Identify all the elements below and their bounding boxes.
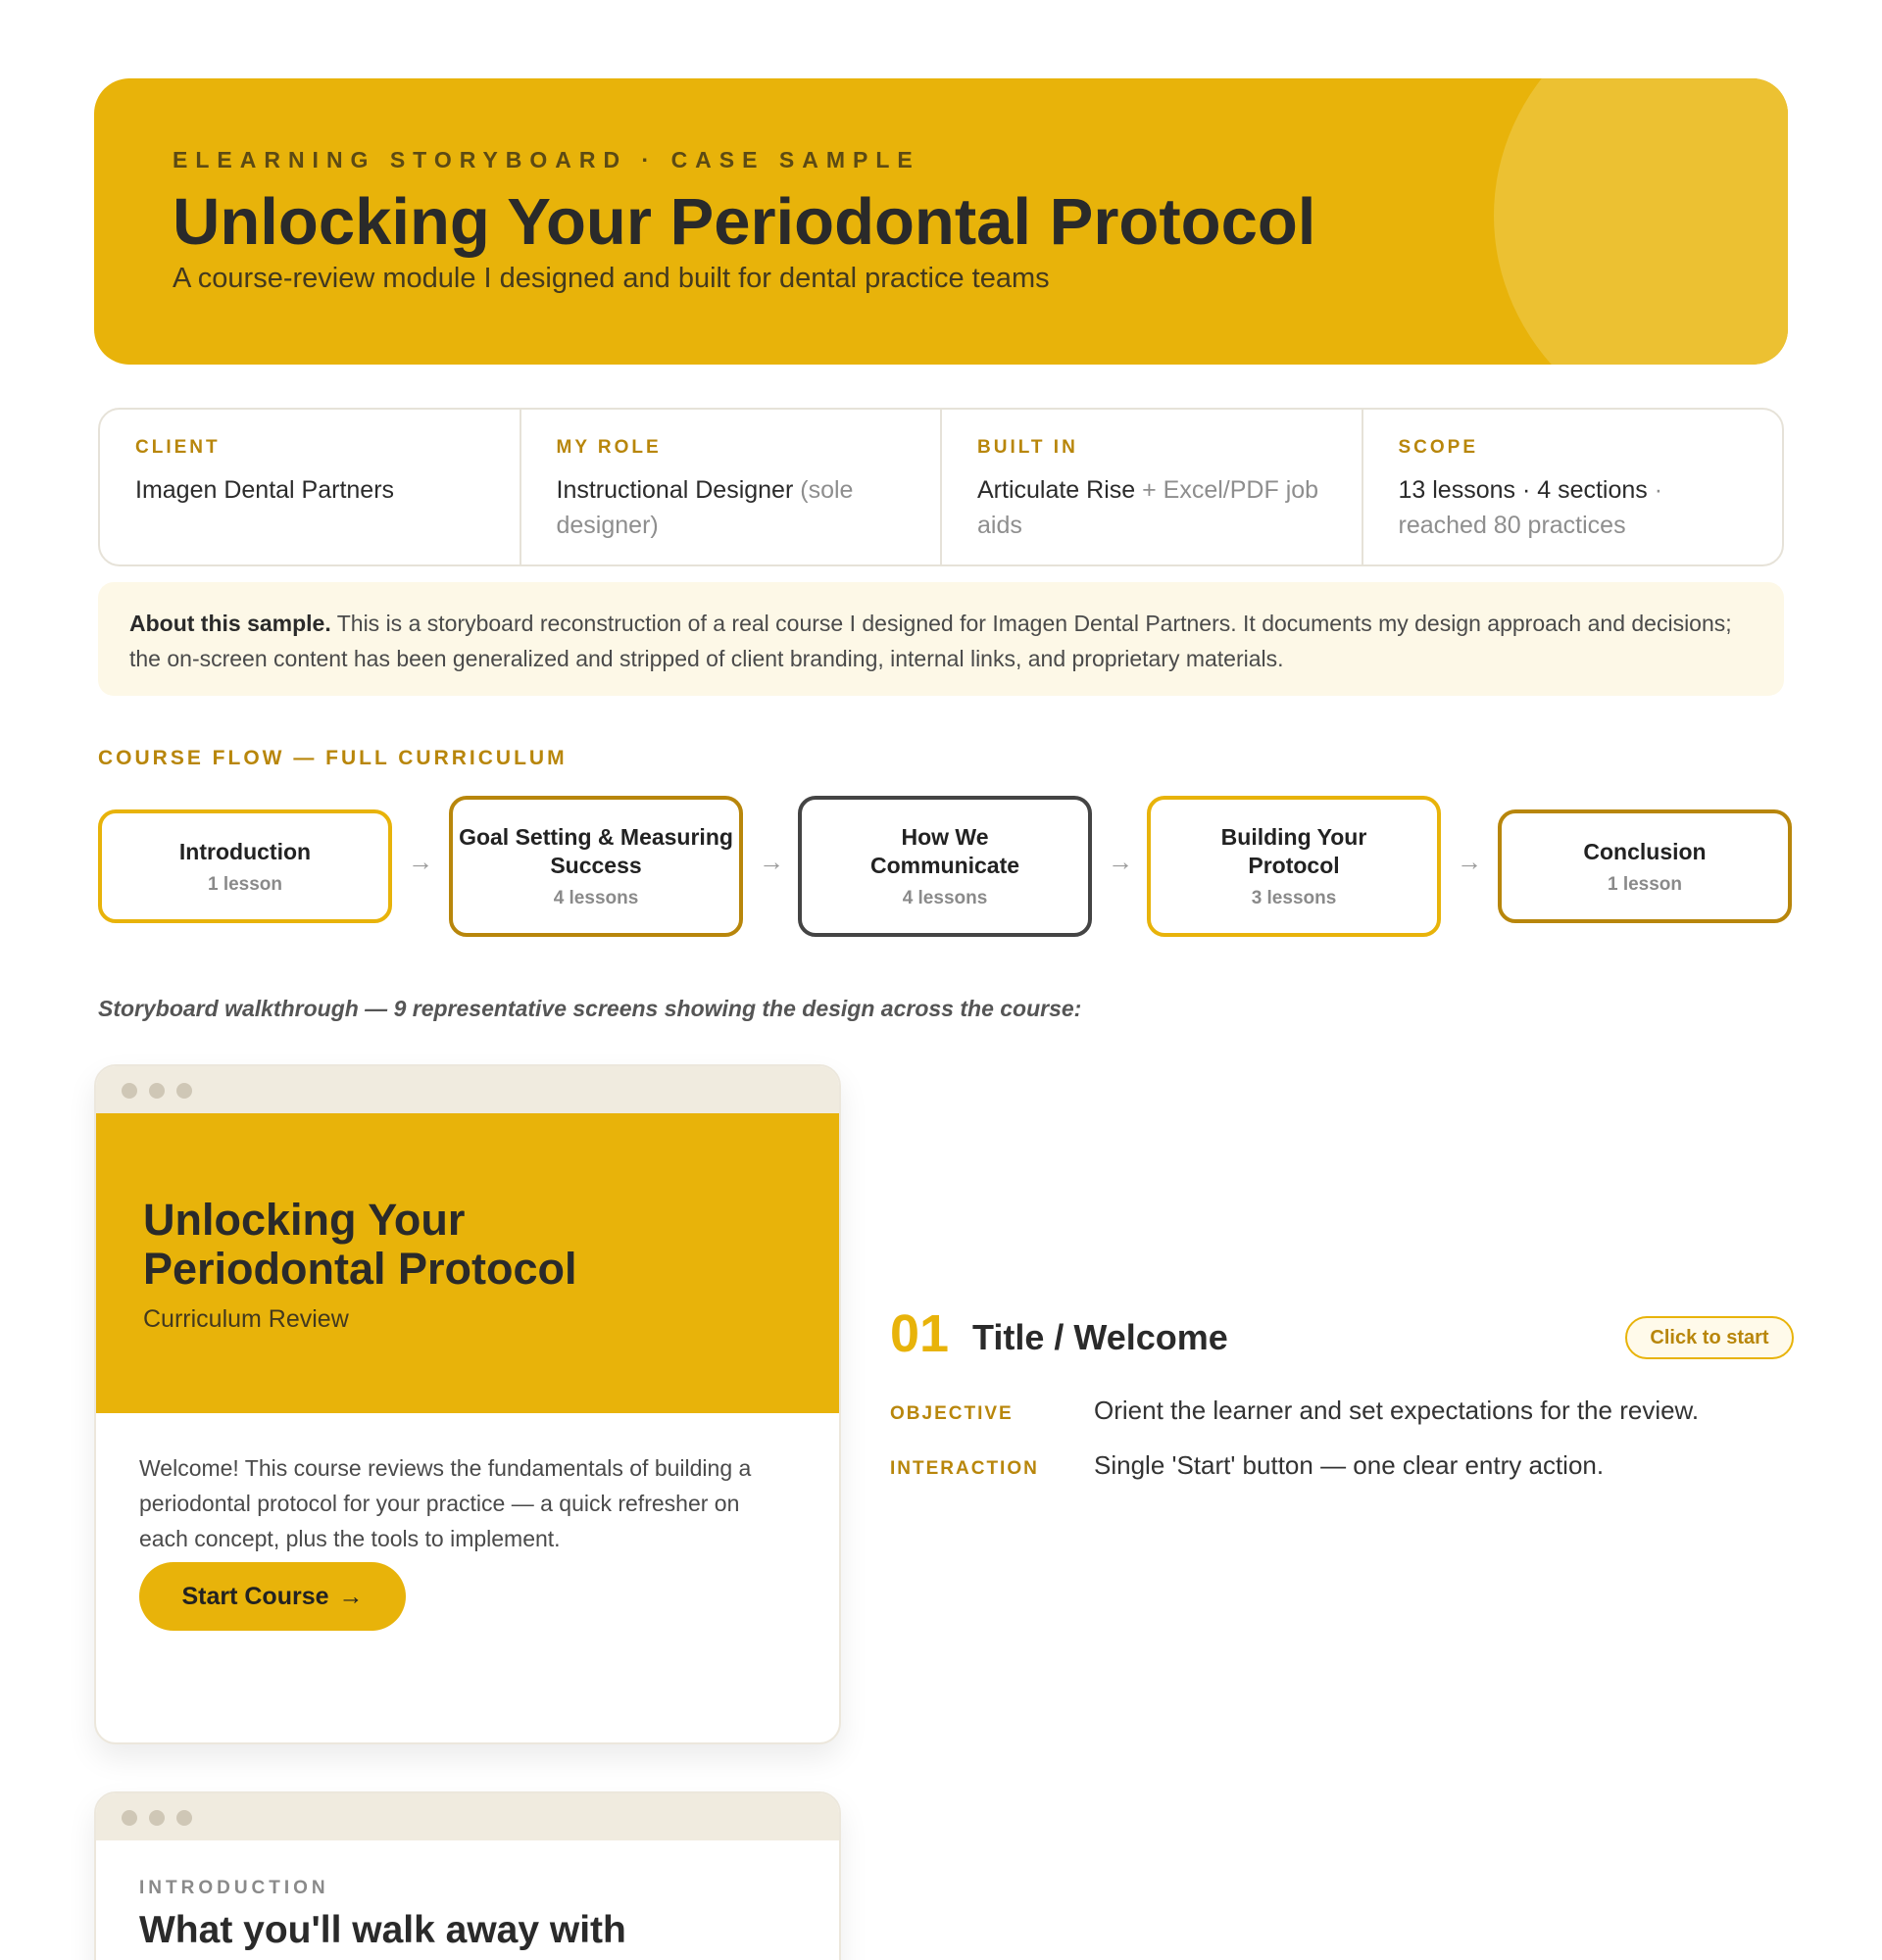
meta-value: Instructional Designer (sole designer) — [556, 476, 854, 539]
walkthrough-caption: Storyboard walkthrough — 9 representative screens showing the design across the course: — [98, 996, 1082, 1021]
page-subtitle: A course-review module I designed and built for dental practice teams — [173, 263, 1050, 294]
screen-hero — [96, 1113, 839, 1413]
window-dot-icon — [149, 1083, 165, 1099]
screen-title: Unlocking Your Periodontal Protocol — [143, 1195, 577, 1294]
flow-step-conclusion: Conclusion 1 lesson — [1498, 809, 1792, 923]
window-dot-icon — [176, 1083, 192, 1099]
course-flow-heading: COURSE FLOW — FULL CURRICULUM — [98, 747, 568, 769]
flow-step-communicate: How We Communicate 4 lessons — [798, 796, 1092, 937]
arrow-right-icon: → — [1457, 847, 1482, 876]
hero-banner — [94, 78, 1788, 365]
screen-eyebrow: INTRODUCTION — [139, 1878, 329, 1898]
meta-value: 13 lessons · 4 sections · reached 80 practices — [1398, 476, 1663, 539]
about-sample-note — [98, 582, 1784, 696]
meta-label: SCOPE — [1398, 437, 1479, 458]
interaction-text: Single 'Start' button — one clear entry action. — [1094, 1450, 1605, 1480]
flow-step-introduction: Introduction 1 lesson — [98, 809, 392, 923]
start-course-label: Start Course — [181, 1582, 329, 1610]
arrow-right-icon: → — [1108, 847, 1133, 876]
window-bar — [96, 1793, 839, 1840]
window-dot-icon — [176, 1810, 192, 1826]
objective-label: OBJECTIVE — [890, 1403, 1014, 1424]
screen-mockup-title-welcome — [94, 1064, 841, 1744]
meta-label: CLIENT — [135, 437, 221, 458]
meta-built-in — [942, 410, 1363, 564]
screen-mockup-introduction — [94, 1791, 841, 1960]
project-meta-table — [98, 408, 1784, 566]
objective-text: Orient the learner and set expectations for the review. — [1094, 1396, 1700, 1425]
screen-subtitle: Curriculum Review — [143, 1305, 349, 1333]
interaction-row — [890, 1450, 1604, 1481]
meta-value: Articulate Rise + Excel/PDF job aids — [977, 476, 1319, 539]
screen-card-title: Title / Welcome — [972, 1317, 1228, 1357]
meta-value: Imagen Dental Partners — [135, 476, 395, 504]
arrow-right-icon: → — [408, 847, 433, 876]
about-text: This is a storyboard reconstruction of a real course I designed for Imagen Dental Partners. It documents my design approach and decisions; the on-screen content has been generalized and stripped of client branding, internal links, and proprietary materials. — [129, 611, 1732, 671]
interaction-badge: Click to start — [1625, 1316, 1794, 1359]
window-dot-icon — [122, 1810, 137, 1826]
screen-number: 01 — [890, 1304, 950, 1363]
screen-title: What you'll walk away with — [139, 1909, 626, 1951]
interaction-label: INTERACTION — [890, 1458, 1039, 1479]
hero-decorative-circle — [1494, 78, 1788, 365]
meta-label: BUILT IN — [977, 437, 1078, 458]
meta-scope — [1363, 410, 1783, 564]
meta-client — [100, 410, 521, 564]
meta-role — [521, 410, 943, 564]
objective-row — [890, 1396, 1699, 1426]
meta-label: MY ROLE — [556, 437, 662, 458]
screen-welcome-text: Welcome! This course reviews the fundamentals of building a periodontal protocol for your practice — a quick refresher on each concept, plus the tools to implement. — [139, 1455, 752, 1551]
arrow-right-icon: → — [338, 1582, 364, 1610]
flow-step-goal-setting: Goal Setting & Measuring Success 4 lessons — [449, 796, 743, 937]
page-title: Unlocking Your Periodontal Protocol — [173, 185, 1316, 259]
window-dot-icon — [149, 1810, 165, 1826]
about-lead: About this sample. — [129, 611, 331, 636]
window-dot-icon — [122, 1083, 137, 1099]
course-flow — [98, 796, 1784, 937]
flow-step-building-protocol: Building Your Protocol 3 lessons — [1147, 796, 1441, 937]
hero-eyebrow: ELEARNING STORYBOARD · CASE SAMPLE — [173, 147, 920, 172]
arrow-right-icon: → — [759, 847, 784, 876]
window-bar — [96, 1066, 839, 1113]
start-course-button[interactable] — [139, 1562, 406, 1631]
